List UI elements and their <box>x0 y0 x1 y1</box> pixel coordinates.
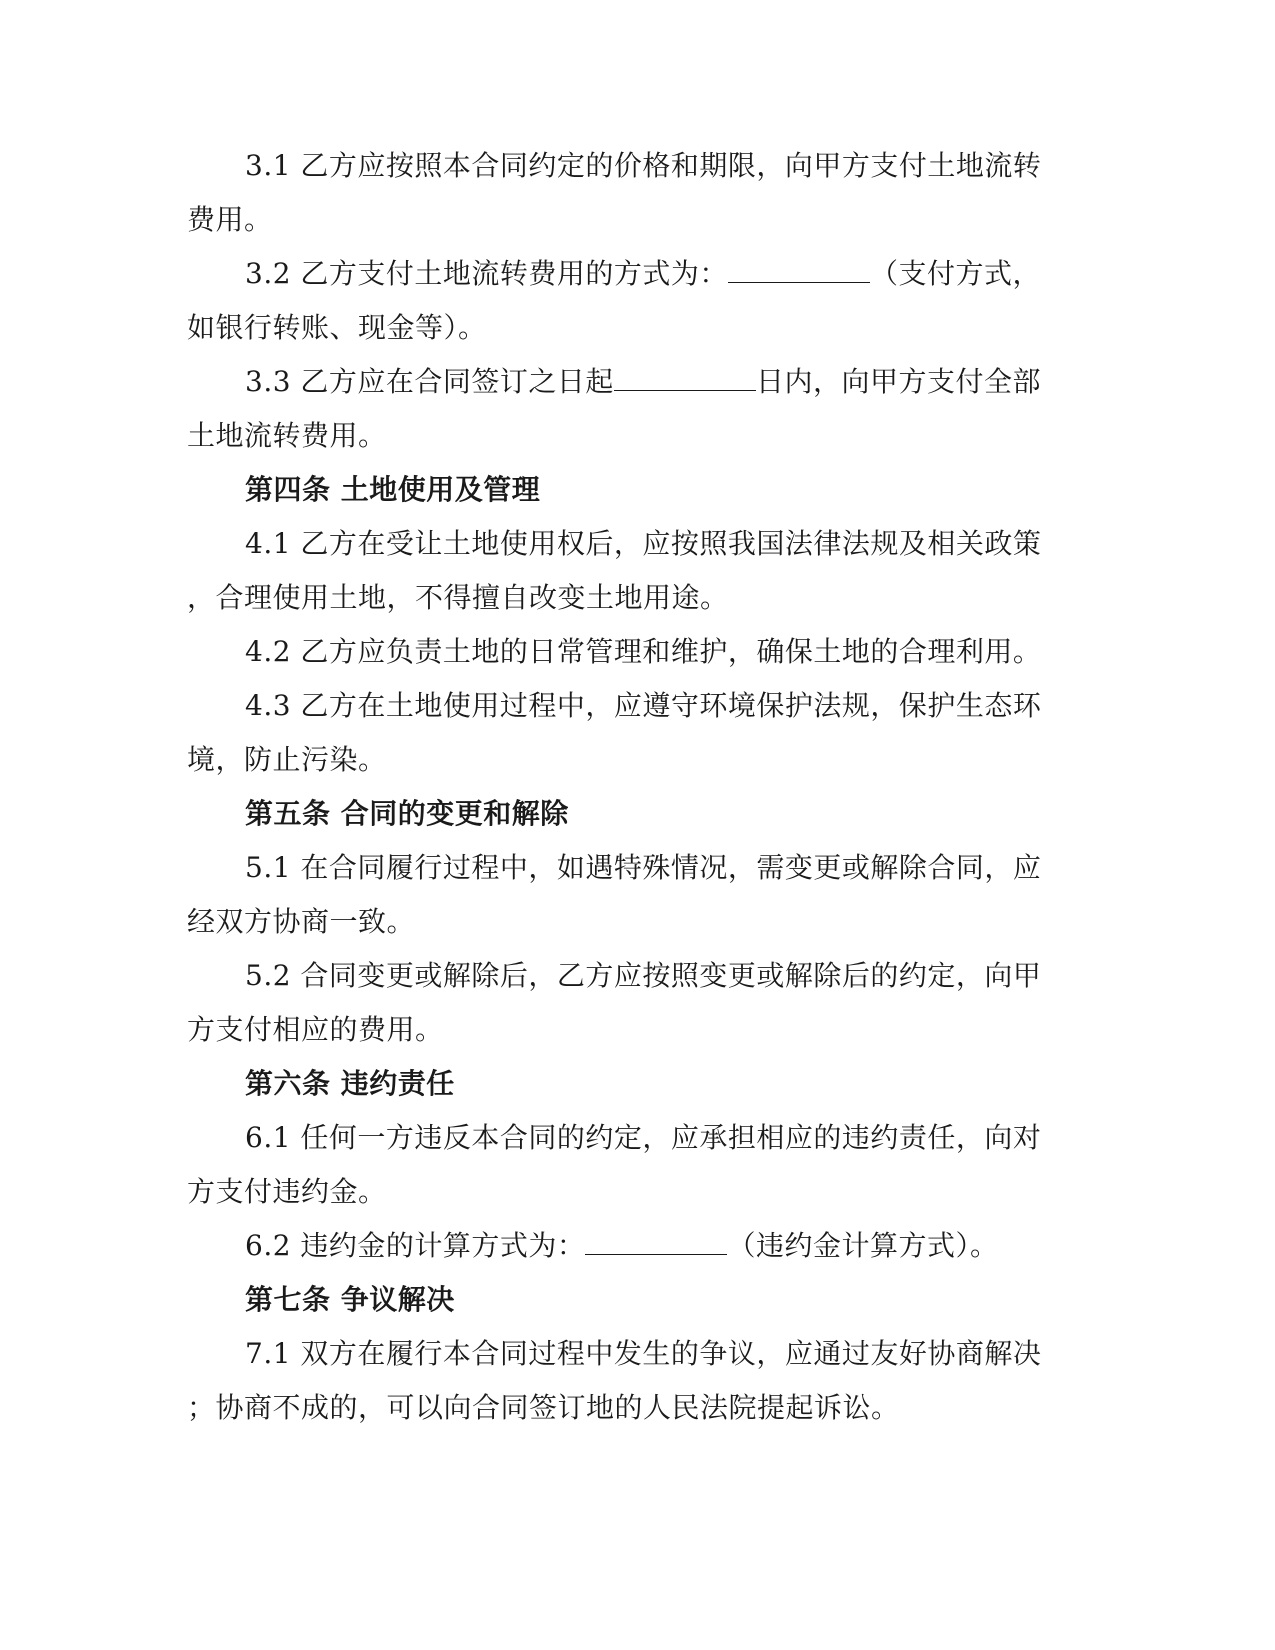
clause-3-2-line-2: 如银行转账、现金等）。 <box>187 311 487 344</box>
clause-3-3-text-b: 日内，向甲方支付全部 <box>755 365 1041 398</box>
clause-3-3-line-1 <box>245 364 1041 400</box>
clause-5-1-line-1: 5.1 在合同履行过程中，如遇特殊情况，需变更或解除合同，应 <box>245 851 1042 884</box>
clause-4-1-line-2: ，合理使用土地，不得擅自改变土地用途。 <box>187 581 729 614</box>
clause-3-2-text-a: 3.2 乙方支付土地流转费用的方式为： <box>245 257 728 290</box>
clause-3-2-text-b: （支付方式， <box>869 257 1041 290</box>
article-7-heading: 第七条 争议解决 <box>245 1283 455 1316</box>
clause-4-1-line-1: 4.1 乙方在受让土地使用权后，应按照我国法律法规及相关政策 <box>245 527 1042 560</box>
clause-4-3-line-2: 境，防止污染。 <box>187 743 387 776</box>
clause-6-2-text-b: （违约金计算方式）。 <box>727 1229 999 1262</box>
payment-days-blank <box>614 364 756 391</box>
clause-6-2-line-1 <box>245 1228 998 1264</box>
clause-3-2-line-1 <box>245 256 1041 292</box>
article-6-heading: 第六条 违约责任 <box>245 1067 455 1100</box>
clause-4-3-line-1: 4.3 乙方在土地使用过程中，应遵守环境保护法规，保护生态环 <box>245 689 1042 722</box>
penalty-calculation-blank <box>585 1228 727 1255</box>
clause-6-2-text-a: 6.2 违约金的计算方式为： <box>245 1229 586 1262</box>
clause-7-1-line-2: ；协商不成的，可以向合同签订地的人民法院提起诉讼。 <box>187 1391 900 1424</box>
payment-method-blank <box>728 256 870 283</box>
clause-3-1-line-1: 3.1 乙方应按照本合同约定的价格和期限，向甲方支付土地流转 <box>245 149 1042 182</box>
clause-5-1-line-2: 经双方协商一致。 <box>187 905 416 938</box>
clause-6-1-line-2: 方支付违约金。 <box>187 1175 387 1208</box>
clause-5-2-line-2: 方支付相应的费用。 <box>187 1013 444 1046</box>
clause-3-3-text-a: 3.3 乙方应在合同签订之日起 <box>245 365 614 398</box>
clause-3-1-line-2: 费用。 <box>187 203 273 236</box>
clause-3-3-line-2: 土地流转费用。 <box>187 419 387 452</box>
clause-4-2-line-1: 4.2 乙方应负责土地的日常管理和维护，确保土地的合理利用。 <box>245 635 1042 668</box>
article-4-heading: 第四条 土地使用及管理 <box>245 473 541 506</box>
clause-6-1-line-1: 6.1 任何一方违反本合同的约定，应承担相应的违约责任，向对 <box>245 1121 1042 1154</box>
clause-7-1-line-1: 7.1 双方在履行本合同过程中发生的争议，应通过友好协商解决 <box>245 1337 1042 1370</box>
article-5-heading: 第五条 合同的变更和解除 <box>245 797 569 830</box>
clause-5-2-line-1: 5.2 合同变更或解除后，乙方应按照变更或解除后的约定，向甲 <box>245 959 1042 992</box>
